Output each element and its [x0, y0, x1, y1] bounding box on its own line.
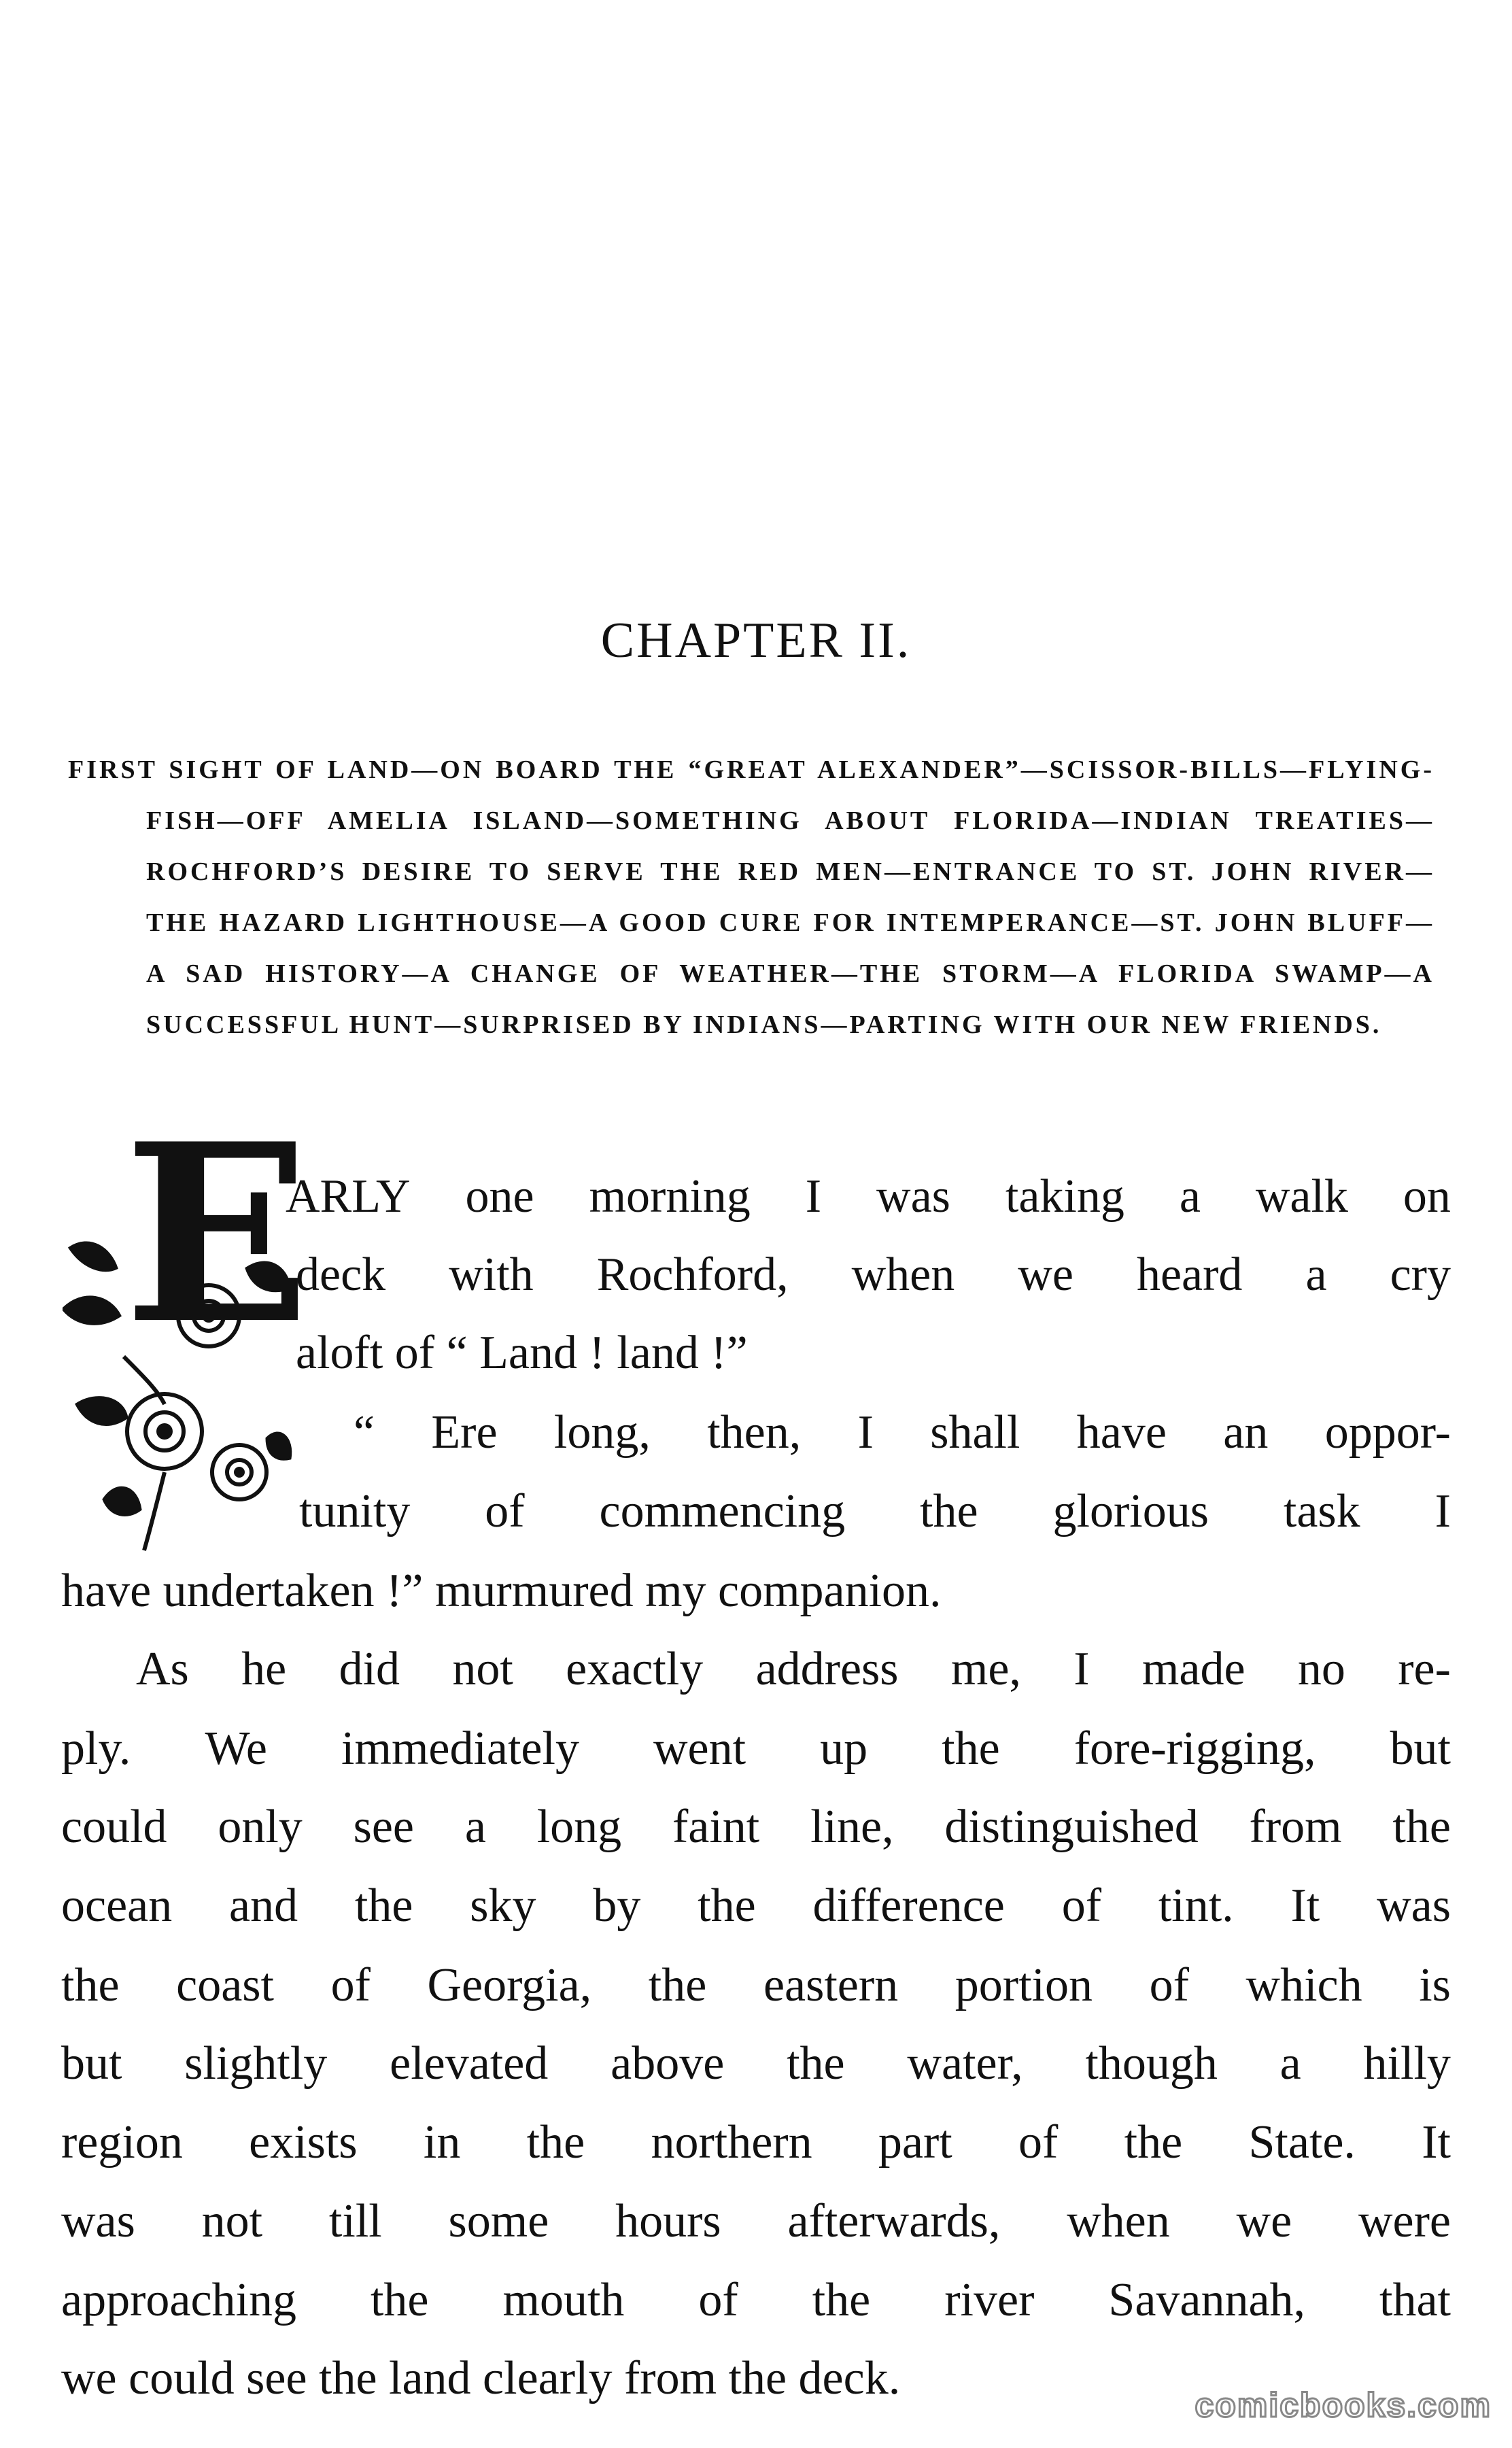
body-line: approaching the mouth of the river Savannah, that: [61, 2274, 1451, 2326]
drop-cap: [63, 1090, 311, 1554]
chapter-synopsis: FIRST SIGHT OF LAND—ON BOARD THE “GREAT ALEXANDER”—SCISSOR-BILLS—FLYING-FISH—OFF AMELIA ISLAND—SOMETHING ABOUT FLORIDA—INDIAN TREATIES—ROCHFORD’S DESIRE TO SERVE THE RED MEN—ENTRANCE TO ST. JOHN RIVER—THE HAZARD LIGHTHOUSE—A GOOD CURE FOR INTEMPERANCE—ST. JOHN BLUFF—A SAD HISTORY—A CHANGE OF WEATHER—THE STORM—A FLORIDA SWAMP—A SUCCESSFUL HUNT—SURPRISED BY INDIANS—PARTING WITH OUR NEW FRIENDS.: [68, 755, 1434, 1039]
watermark: comicbooks.com: [1195, 2386, 1492, 2424]
body-line: aloft of “ Land ! land !”: [296, 1327, 748, 1379]
body-line: ARLY one morning I was taking a walk on: [286, 1170, 1451, 1223]
body-line: ocean and the sky by the difference of tint. It was: [61, 1880, 1451, 1932]
body-line: was not till some hours afterwards, when we were: [61, 2195, 1451, 2247]
body-line: deck with Rochford, when we heard a cry: [296, 1248, 1451, 1301]
body-line: have undertaken !” murmured my companion.: [61, 1565, 942, 1617]
chapter-title: CHAPTER II.: [600, 613, 912, 668]
drop-cap-letter: E: [124, 1090, 311, 1378]
body-line: “ Ere long, then, I shall have an oppor-: [354, 1406, 1451, 1459]
body-line: but slightly elevated above the water, though a hilly: [61, 2037, 1451, 2090]
body-line: the coast of Georgia, the eastern portion of which is: [61, 1959, 1451, 2011]
body-line: we could see the land clearly from the deck.: [61, 2352, 901, 2404]
body-line: As he did not exactly address me, I made no re-: [136, 1643, 1451, 1695]
body-line: ply. We immediately went up the fore-rigging, but: [61, 1722, 1451, 1775]
body-line: tunity of commencing the glorious task I: [299, 1485, 1451, 1537]
body-line: region exists in the northern part of the State. It: [61, 2116, 1451, 2169]
body-line: could only see a long faint line, distinguished from the: [61, 1801, 1451, 1853]
